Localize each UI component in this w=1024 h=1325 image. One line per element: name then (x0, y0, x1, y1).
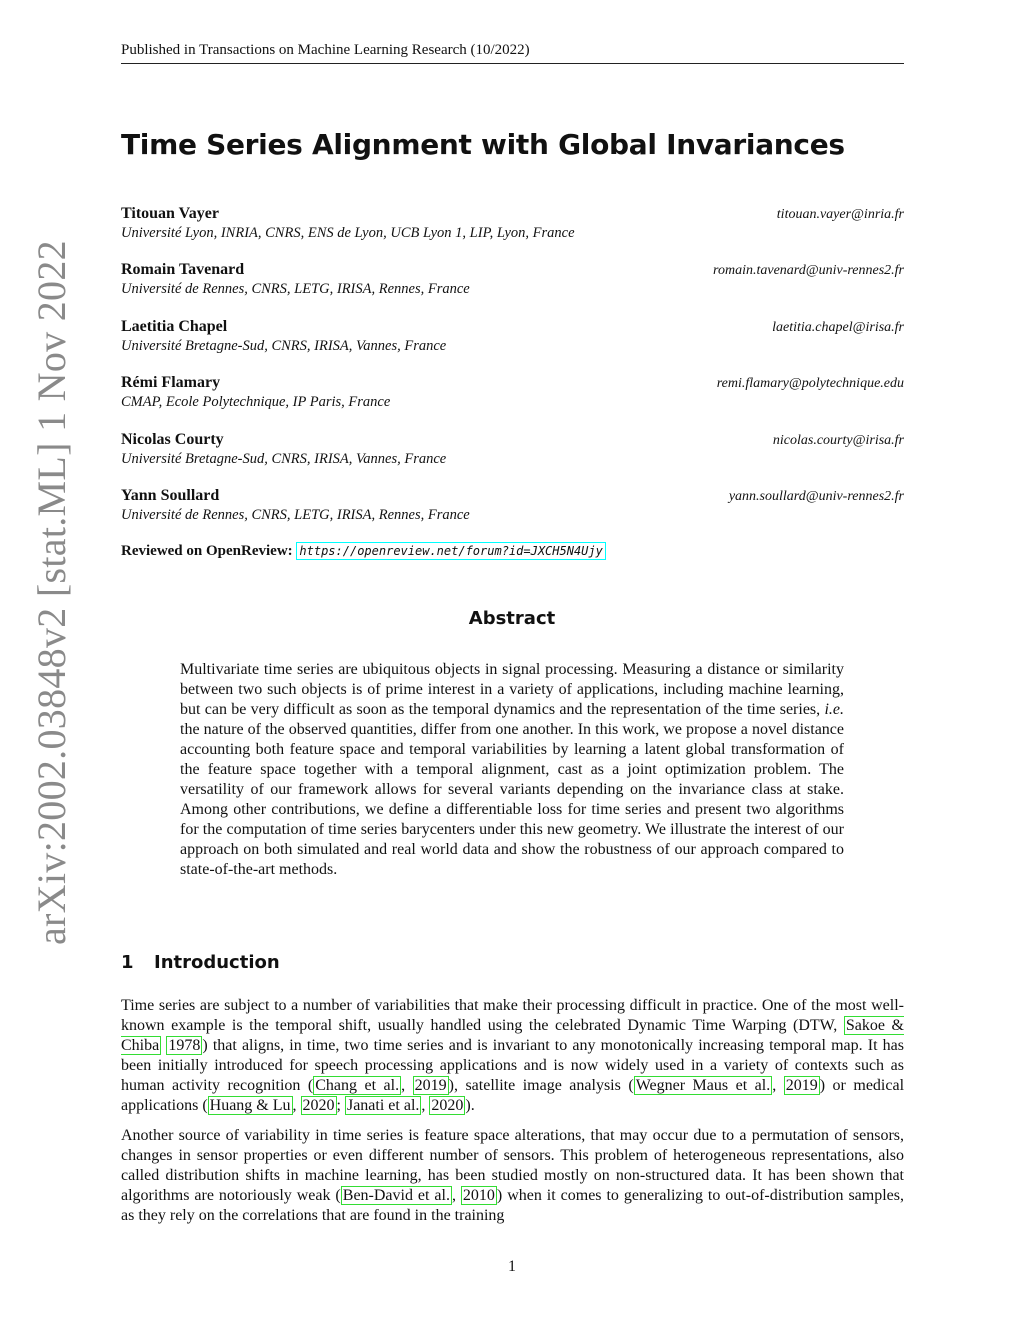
citation-link[interactable]: 2019 (414, 1077, 447, 1094)
page-number: 1 (508, 1258, 516, 1275)
text-run: , (772, 1077, 784, 1094)
citation-link[interactable]: 2020 (431, 1097, 464, 1114)
author-name: Laetitia Chapel (121, 317, 228, 335)
arxiv-stamp: arXiv:2002.03848v2 [stat.ML] 1 Nov 2022 (29, 240, 74, 945)
author-email[interactable]: romain.tavenard@univ-rennes2.fr (713, 263, 904, 279)
author-name: Nicolas Courty (121, 430, 224, 448)
running-header: Published in Transactions on Machine Learning Research (10/2022) (121, 42, 904, 64)
intro-paragraph-2 (121, 1126, 904, 1226)
citation-link[interactable]: 1978 (168, 1037, 201, 1054)
text-run: ), satellite image analysis ( (448, 1077, 634, 1094)
author-email[interactable]: laetitia.chapel@irisa.fr (772, 319, 904, 335)
abstract-text-part: the nature of the observed quantities, differ from one another. In this work, we propose a novel distance accounting both feature space and temporal variabilities by learning a latent global transformation of the feature space together with a temporal alignment, cast as a joint optimization problem. The versatility of our framework allows for several variants depending on the invariance class at stake. Among other contributions, we define a differentiable loss for time series and present two algorithms for the computation of time series barycenters under this new geometry. We illustrate the interest of our approach on both simulated and real world data and show the robustness of our approach compared to state-of-the-art methods. (180, 721, 844, 878)
author-list (121, 205, 904, 543)
text-run: ) or medical applications ( (121, 1077, 905, 1114)
text-run: , (421, 1097, 430, 1114)
intro-paragraph-1 (121, 996, 904, 1116)
reviewed-line (121, 543, 606, 560)
author-name: Romain Tavenard (121, 261, 245, 279)
text-run: ) that aligns, in time, two time series and is invariant to any monotonically increasing temporal map. It has been initially introduced for speech processing applications and is now widely used in a variety of contexts such as human activity recognition ( (121, 1037, 905, 1094)
text-run: Another source of variability in time series is feature space alterations, that may occur due to a permutation of sensors, changes in sensor properties or even different number of sensors. This problem of heterogeneous representations, also called distribution shifts in machine learning, has been studied mostly on non-structured data. It has been shown that algorithms are notoriously weak ( (121, 1127, 904, 1204)
text-run: Time series are subject to a number of variabilities that make their processing difficult in practice. One of the most well-known example is the temporal shift, usually handled using the celebrated Dynamic Time Warping (DTW, (121, 997, 904, 1034)
citation-link[interactable]: Ben-David et al. (342, 1187, 450, 1204)
author-affiliation: CMAP, Ecole Polytechnique, IP Paris, France (121, 394, 391, 411)
author-block (121, 374, 904, 430)
paper-title: Time Series Alignment with Global Invariances (121, 128, 845, 161)
citation-link[interactable]: Chang et al. (315, 1077, 400, 1094)
reviewed-label: Reviewed on OpenReview: (121, 543, 293, 559)
section-heading (121, 952, 280, 973)
citation-link[interactable]: Wegner Maus et al. (635, 1077, 771, 1094)
citation-link[interactable]: 2019 (785, 1077, 818, 1094)
author-block (121, 205, 904, 261)
text-run: , (401, 1077, 413, 1094)
author-email[interactable]: remi.flamary@polytechnique.edu (716, 376, 904, 392)
author-affiliation: Université Bretagne-Sud, CNRS, IRISA, Vannes, France (121, 450, 447, 467)
abstract-text-part: Multivariate time series are ubiquitous objects in signal processing. Measuring a distance or similarity between two such objects is of prime interest in a variety of applications, including machine learning, but can be very difficult as soon as the temporal dynamics and the representation of the time series, (180, 661, 844, 718)
author-block (121, 318, 904, 374)
citation-link[interactable]: Janati et al. (346, 1097, 420, 1114)
abstract-ie: i.e. (824, 701, 844, 718)
citation-link[interactable]: 2020 (302, 1097, 335, 1114)
author-name: Titouan Vayer (121, 205, 219, 222)
author-block (121, 261, 904, 317)
section-number: 1 (121, 952, 134, 973)
author-affiliation: Université de Rennes, CNRS, LETG, IRISA, Rennes, France (121, 506, 470, 523)
author-email[interactable]: nicolas.courty@irisa.fr (772, 432, 904, 448)
author-name: Rémi Flamary (121, 374, 221, 392)
abstract-text (180, 660, 844, 880)
author-affiliation: Université Bretagne-Sud, CNRS, IRISA, Vannes, France (121, 337, 447, 354)
author-block (121, 487, 904, 543)
author-name: Yann Soullard (121, 486, 220, 504)
text-run: ; (336, 1097, 345, 1114)
citation-link[interactable]: Huang & Lu (209, 1097, 291, 1114)
author-email[interactable]: yann.soullard@univ-rennes2.fr (728, 488, 904, 504)
author-email[interactable]: titouan.vayer@inria.fr (776, 207, 904, 222)
author-affiliation: Université de Rennes, CNRS, LETG, IRISA, Rennes, France (121, 281, 470, 298)
text-run: , (292, 1097, 301, 1114)
text-run: ) when it comes to generalizing to out-of-distribution samples, as they rely on the correlations that are found in the training (121, 1187, 905, 1224)
abstract-heading: Abstract (468, 608, 556, 629)
citation-link[interactable]: 2010 (462, 1187, 495, 1204)
text-run: , (451, 1187, 461, 1204)
openreview-link[interactable]: https://openreview.net/forum?id=JXCH5N4Ujy (296, 542, 605, 560)
text-run: ). (465, 1097, 475, 1114)
author-block (121, 431, 904, 487)
author-affiliation: Université Lyon, INRIA, CNRS, ENS de Lyon, UCB Lyon 1, LIP, Lyon, France (121, 225, 575, 241)
citation-link[interactable]: Sakoe & Chiba (121, 1017, 905, 1054)
section-title: Introduction (154, 952, 280, 973)
